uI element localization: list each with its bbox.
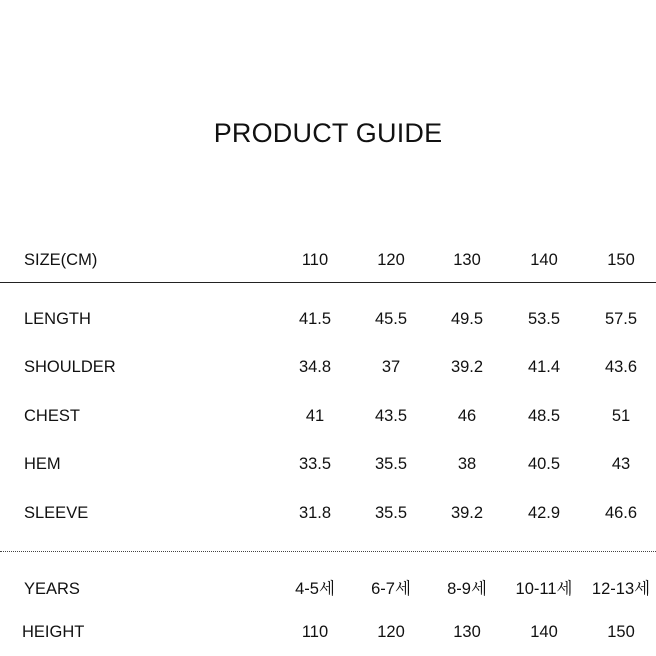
section-divider (0, 551, 656, 552)
size-header-row (0, 248, 656, 272)
table-cell: 53.5 (527, 310, 561, 328)
table-cell: 48.5 (527, 407, 561, 425)
size-header-cell: 150 (607, 251, 635, 269)
size-header-cell: 110 (301, 251, 329, 269)
table-cell: 35.5 (374, 455, 408, 473)
page-title: PRODUCT GUIDE (213, 118, 443, 148)
table-cell: 41.4 (527, 358, 561, 376)
table-cell: 34.8 (298, 358, 332, 376)
table-cell: 6-7세 (371, 580, 411, 598)
table-cell: 10-11세 (515, 580, 573, 598)
row-label: SLEEVE (24, 504, 89, 522)
table-cell: 12-13세 (591, 580, 651, 598)
row-label: HEIGHT (22, 623, 85, 641)
table-cell: 45.5 (374, 310, 408, 328)
table-cell: 39.2 (450, 358, 484, 376)
table-cell: 46.6 (604, 504, 638, 522)
table-cell: 4-5세 (295, 580, 335, 598)
table-cell: 40.5 (527, 455, 561, 473)
size-header-label: SIZE(CM) (24, 251, 98, 269)
table-cell: 140 (530, 623, 558, 641)
header-divider (0, 282, 656, 283)
table-cell: 38 (457, 455, 477, 473)
table-cell: 31.8 (298, 504, 332, 522)
row-label: SHOULDER (24, 358, 116, 376)
table-cell: 39.2 (450, 504, 484, 522)
table-row-sleeve (0, 501, 656, 525)
size-header-cell: 140 (530, 251, 558, 269)
row-label: HEM (24, 455, 61, 473)
table-cell: 150 (607, 623, 635, 641)
table-cell: 120 (377, 623, 405, 641)
table-cell: 42.9 (527, 504, 561, 522)
table-row-chest (0, 404, 656, 428)
table-cell: 57.5 (604, 310, 638, 328)
table-row-hem (0, 452, 656, 476)
table-row-height (0, 620, 656, 644)
row-label: LENGTH (24, 310, 91, 328)
table-cell: 8-9세 (447, 580, 487, 598)
table-cell: 46 (457, 407, 477, 425)
table-row-years (0, 577, 656, 601)
row-label: CHEST (24, 407, 80, 425)
table-cell: 41 (305, 407, 325, 425)
table-cell: 43.5 (374, 407, 408, 425)
table-cell: 49.5 (450, 310, 484, 328)
table-row-length (0, 307, 656, 331)
table-cell: 43.6 (604, 358, 638, 376)
table-cell: 33.5 (298, 455, 332, 473)
size-header-cell: 130 (453, 251, 481, 269)
table-cell: 110 (301, 623, 329, 641)
table-cell: 35.5 (374, 504, 408, 522)
size-header-cell: 120 (377, 251, 405, 269)
row-label: YEARS (24, 580, 80, 598)
table-cell: 51 (611, 407, 631, 425)
table-cell: 41.5 (298, 310, 332, 328)
table-cell: 37 (381, 358, 401, 376)
table-row-shoulder (0, 355, 656, 379)
table-cell: 43 (611, 455, 631, 473)
table-cell: 130 (453, 623, 481, 641)
